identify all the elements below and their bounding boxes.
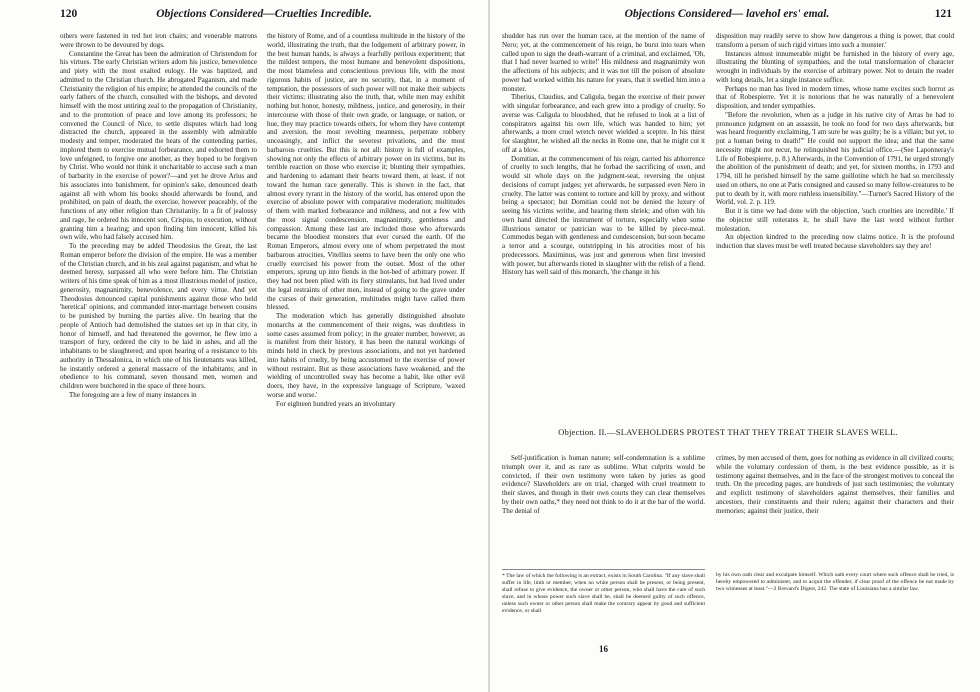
left-page-number: 120 — [60, 8, 78, 20]
paragraph: The foregoing are a few of many instances in — [69, 390, 197, 399]
section-heading: Objection. II.—SLAVEHOLDERS PROTEST THAT THEY TREAT THEIR SLAVES WELL. — [558, 427, 898, 437]
paragraph: Self-justification is human nature; self-condemnation is a sublime triumph over it, and as rare as sublime. What culprits would be convicted, if their own testimony were taken by juries as good evidence? Slaveholders are on trial, charged with cruel treatment to their slaves, and though in their own courts they can clear themselves by their own oaths,* they need not think to do it at the bar of the world. The denial of — [502, 454, 705, 515]
left-page — [0, 0, 488, 692]
right-page — [490, 0, 978, 692]
right-header — [502, 8, 952, 24]
left-header — [60, 8, 468, 24]
right-bottom-column-2 — [716, 454, 954, 515]
paragraph: Constantine the Great has been the admiration of Christendom for his virtues. The early Christian writers adorn his justice, benevolence and piety with the most exalted eulogy. He was baptized, and admitted to the Christian church. He abrogated Paganism, and made Christianity the religion of his empire; he attended the councils of the early fathers of the church, consulted with the bishops, and devoted himself with the most untiring zeal to the propagation of Christianity, and to the promotion of peace and love among its professors; he convened the Council of Nice, to settle disputes which had long distracted the church, appeared in the assembly with admirable modesty and temper, moderated the heats of the contending parties, implored them to exercise mutual forbearance, and exhorted them to love unfeigned, to forgive one another, as they hoped to be forgiven by Christ. Who would not think it uncharitable to accuse such a man of barbarity in the exercise of power?—and yet he drove Arius and his associates into banishment, for opinion's sake, denounced death against all with whom his books should afterwards be found, and prohibited, on pain of death, the exercise, however peaceably, of the functions of any other religion than Christianity. In a fit of jealousy and rage, he ordered his innocent son, Crispus, to execution, without granting him a hearing; and upon finding him innocent, killed his own wife, who had falsely accused him. — [60, 49, 257, 242]
paragraph: Instances almost innumerable might be furnished in the history of every age, illustrating the blunting of sympathies, and the total transformation of character wrought in individuals by the exercise of arbitrary power. Not to detain the reader with long details, let a single instance suffice. — [716, 49, 954, 84]
paragraph: others were fastened in red hot iron chairs; and venerable matrons were thrown to be devoured by dogs. — [60, 32, 257, 49]
left-column-2 — [267, 32, 465, 408]
left-running-title: Objections Considered—Cruelties Incredible. — [156, 8, 372, 20]
paragraph: For eighteen hundred years an involuntary — [276, 399, 396, 408]
paragraph: disposition may readily serve to show how dangerous a thing is power, that could transform a person of such rigid virtues into such a monster.' — [716, 32, 954, 49]
paragraph: shudder has run over the human race, at the mention of the name of Nero; yet, at the commencement of his reign, he burst into tears when called upon to sign the death-warrant of a criminal, and exclaimed, 'Oh, that I had never learned to write!' His mildness and magnanimity won the affections of his subjects; and it was not till the poison of absolute power had worked within his nature for years, that it swelled him into a monster. — [502, 32, 705, 93]
right-column-2 — [716, 32, 954, 251]
footnote-part-2: by his own oath clear and exculpate himself. Which oath every court where such offence shall be tried, is hereby empowered to administer, and to acquit the offender, if clear proof of the offence be not made by two witnesses at least."—2 Brevard's Digest, 242. The state of Louisiana has a similar law. — [716, 572, 954, 593]
footnote-part-1: * The law of which the following is an extract, exists in South Carolina. "If any slave shall suffer in life, limb or member, when no white person shall be present, or being present, shall refuse to give evidence, the owner or other person, who shall have the care of such slave, and in whose power such slave shall be, shall be deemed guilty of such offence, unless such owner or other person shall make the contrary appear by good and sufficient evidence, or shall — [502, 569, 705, 616]
paragraph: crimes, by men accused of them, goes for nothing as evidence in all civilized courts; while the voluntary confession of them, is the best evidence possible, as it is testimony against themselves, and in the face of the strongest motives to conceal the truth. On the preceding pages, are hundreds of just such testimonies; the voluntary and explicit testimony of slaveholders against themselves, their families and ancestors, their constituents and their rulers; against their characters and their memories; against their justice, their — [716, 454, 954, 515]
paragraph: the history of Rome, and of a countless multitude in the history of the world, illustrating the truth, that the lodgement of arbitrary power, in the best human hands, is always a fearfully perilous experiment; that the mildest tempers, the most humane and benevolent dispositions, the most blameless and conscientious previous life, with the most rigorous habits of justice, are no security, that, in a moment of temptation, the possessors of such power will not make their subjects their victims; illustrating also the truth, that, while men may exhibit nothing but honor, honesty, mildness, justice, and generosity, in their intercourse with those of their own grade, or language, or nation, or hue, they may practice towards others, for whom they have contempt and aversion, the most revolting meanness, perpetrate robbery unceasingly, and inflict the severest privations, and the most barbarous cruelties. But this is not all: history is full of examples, showing not only the effects of arbitrary power on its victims, but its terrible reaction on those who exercise it; blunting their sympathies, and hardening to adamant their hearts toward them, at least, if not toward the human race generally. This is shown in the fact, that almost every tyrant in the history of the world, has entered upon the exercise of absolute power with comparative moderation; multitudes of them with marked forbearance and mildness, and not a few with the most signal condescension, magnanimity, gentleness and compassion. Among these last are included those who afterwards became the bloodiest monsters that ever cursed the earth. Of the Roman Emperors, almost every one of whom perpetrated the most barbarous atrocities, Vitellius seems to have been the only one who cruelly exercised his power from the outset. Most of the other emperors, sprung up into fiends in the hot-bed of arbitrary power. If they had not been plied with its fiery stimulants, but had lived under the legal restraints of other men, instead of going to the grave under the curses of their generation, multitudes might have called them blessed. — [267, 32, 465, 312]
paragraph: But it is time we had done with the objection, 'such cruelties are incredible.' If the objector still reiterates it, he shall have the last word without further molestation. — [716, 207, 954, 233]
left-column-1 — [60, 32, 257, 400]
paragraph: The moderation which has generally distinguished absolute monarchs at the commencement of their reigns, was doubtless in some cases assumed from policy; in the greater number, however, as is manifest from their history, it has been the natural workings of minds held in check by previous associations, and not yet hardened into habits of cruelty, by being accustomed to the exercise of power without restraint. But as those associations have weakened, and the wielding of uncontrolled sway has become a habit, like other evil doers, they have, in the expressive language of Scripture, 'waxed worse and worse.' — [267, 312, 465, 399]
paragraph: Domitian, at the commencement of his reign, carried his abhorrence of cruelty to such lengths, that he forbad the sacrificing of oxen, and would sit whole days on the judgment-seat, reversing the unjust decisions of corrupt judges; yet afterwards, he surpassed even Nero in cruelty. The latter was content to torture and kill by proxy, and without being a spectator; but Domitian could not be denied the luxury of seeing his victims writhe, and hearing them shriek; and often with his own hand directed the instrument of torture, especially when some illustrious senator or patrician was to be killed by piece-meal. Commodus began with gentleness and condescension, but soon became a terror and a scourge, outstripping in his atrocities most of his predecessors. Maximinus, was just and generous when first invested with power, but afterwards rioted in slaughter with the relish of a fiend. History has well said of this monarch, 'the change in his — [502, 154, 705, 277]
quotation: "Before the revolution, when as a judge in his native city of Arras he had to pronounce judgment on an assassin, he took no food for two days afterwards, but was heard frequently exclaiming, 'I am sure he was guilty; he is a villain; but yet, to put a human being to death!'" He could not support the idea; and that the same necessity might not recur, he relinquished his judicial office.—(See Laponneray's Life of Robespierre, p. 8.) Afterwards, in the Convention of 1791, he urged strongly the abolition of the punishment of death; and yet, for sixteen months, in 1793 and 1794, till he perished himself by the same guillotine which he had so mercilessly used on others, no one at Paris consigned and caused so many fellow-creatures to be put to death by it, with more ruthless insensibility."—Turner's Sacred History of the World, vol. 2. p. 119. — [716, 110, 954, 207]
right-running-title: Objections Considered— lavehol ers' emal. — [624, 8, 830, 20]
right-page-number: 121 — [934, 8, 952, 20]
right-bottom-column-1 — [502, 454, 705, 515]
paragraph: An objection kindred to the preceding now claims notice. It is the profound induction that slaves must be well treated because slaveholders say they are! — [716, 233, 954, 250]
paragraph: To the preceding may be added Theodosius the Great, the last Roman emperor before the division of the empire. He was a member of the Christian church, and in his zeal against paganism, and what he deemed heresy, surpassed all who were before him. The Christian writers of his time speak of him as a most illustrious model of justice, generosity, magnanimity, benevolence, and every virtue. And yet Theodosius denounced capital punishments against those who held 'heretical' opinions, and commanded inter-marriage between cousins to be punished by burning the parties alive. On hearing that the people of Antioch had demolished the statues set up in that city, in honor of himself, and had threatened the governor, he flew into a transport of fury, ordered the city to be laid in ashes, and all the inhabitants to be slaughtered; and upon hearing of a resistance to his authority in Thessalonica, in which one of his lieutenants was killed, he instantly ordered a general massacre of the inhabitants; and in obedience to his command, seven thousand men, women and children were butchered in the space of three hours. — [60, 242, 257, 390]
signature-mark: 16 — [599, 644, 608, 654]
paragraph: Perhaps no man has lived in modern times, whose name excites such horror as that of Robespierre. Yet it is notorious that he was naturally of a benevolent disposition, and tender sympathies. — [716, 84, 954, 110]
right-column-1 — [502, 32, 705, 277]
paragraph: Tiberius, Claudius, and Caligula, began the exercise of their power with singular forbearance, and each grew into a prodigy of cruelty. So averse was Caligula to bloodshed, that he refused to look at a list of conspirators against his own life, which was handed to him; yet afterwards, a more cruel wretch never wielded a sceptre. In his thirst for slaughter, he wished all the necks in Rome one, that he might cut it off at a blow. — [502, 93, 705, 154]
